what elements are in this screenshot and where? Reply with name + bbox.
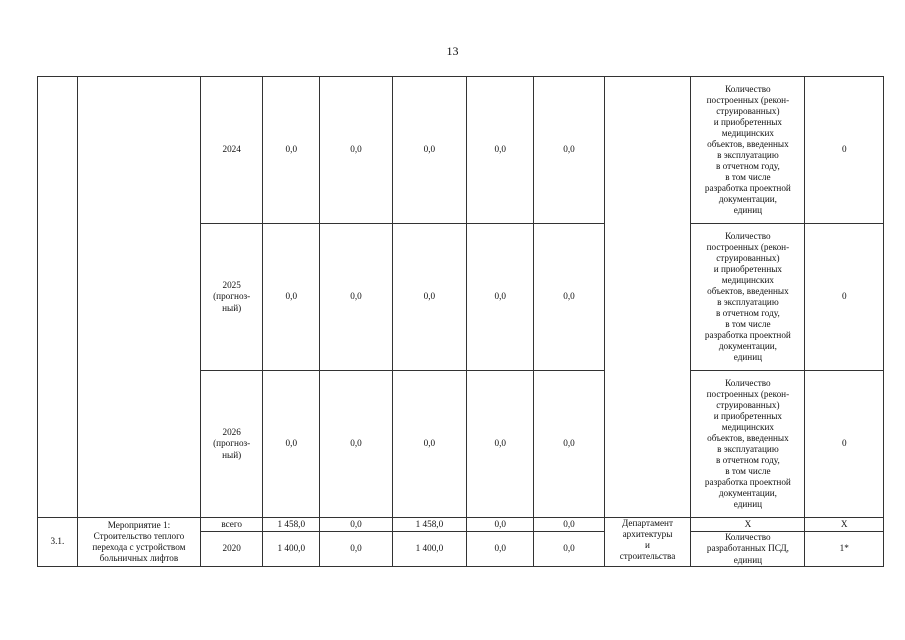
indicator-cell: Х — [691, 518, 805, 532]
value-cell: 0,0 — [534, 224, 604, 371]
executor-cell: Департамент архитектуры и строительства — [604, 518, 691, 567]
value-cell: 0,0 — [320, 371, 392, 518]
year-cell: всего — [201, 518, 263, 532]
value-cell: 0,0 — [392, 224, 466, 371]
indicator-cell: Количество построенных (рекон- струированных) и приобретенных медицинских объектов, введенных в эксплуатацию в отчетном году, в том числе разработка проектной документации, единиц — [691, 224, 805, 371]
target-cell: 0 — [805, 224, 884, 371]
indicator-cell: Количество разработанных ПСД, единиц — [691, 532, 805, 567]
year-cell: 2026 (прогноз- ный) — [201, 371, 263, 518]
value-cell: 0,0 — [392, 371, 466, 518]
value-cell: 0,0 — [534, 532, 604, 567]
empty-name-cell — [77, 77, 200, 518]
year-cell: 2024 — [201, 77, 263, 224]
value-cell: 1 400,0 — [263, 532, 320, 567]
value-cell: 0,0 — [467, 371, 534, 518]
indicator-cell: Количество построенных (рекон- струированных) и приобретенных медицинских объектов, введенных в эксплуатацию в отчетном году, в том числе разработка проектной документации, единиц — [691, 371, 805, 518]
value-cell: 0,0 — [467, 77, 534, 224]
value-cell: 0,0 — [392, 77, 466, 224]
value-cell: 0,0 — [320, 532, 392, 567]
value-cell: 1 458,0 — [263, 518, 320, 532]
value-cell: 1 458,0 — [392, 518, 466, 532]
table-row-2024 — [38, 77, 884, 224]
empty-executor-cell — [604, 77, 691, 518]
value-cell: 1 400,0 — [392, 532, 466, 567]
value-cell: 0,0 — [534, 518, 604, 532]
program-table — [37, 76, 884, 567]
value-cell: 0,0 — [263, 77, 320, 224]
value-cell: 0,0 — [320, 77, 392, 224]
year-cell: 2025 (прогноз- ный) — [201, 224, 263, 371]
target-cell: Х — [805, 518, 884, 532]
value-cell: 0,0 — [320, 224, 392, 371]
value-cell: 0,0 — [467, 518, 534, 532]
value-cell: 0,0 — [467, 224, 534, 371]
year-cell: 2020 — [201, 532, 263, 567]
event-number: 3.1. — [38, 518, 78, 567]
target-cell: 1* — [805, 532, 884, 567]
value-cell: 0,0 — [263, 371, 320, 518]
value-cell: 0,0 — [263, 224, 320, 371]
target-cell: 0 — [805, 371, 884, 518]
value-cell: 0,0 — [320, 518, 392, 532]
event-name: Мероприятие 1: Строительство теплого перехода с устройством больничных лифтов — [77, 518, 200, 567]
empty-num-cell — [38, 77, 78, 518]
value-cell: 0,0 — [467, 532, 534, 567]
value-cell: 0,0 — [534, 77, 604, 224]
target-cell: 0 — [805, 77, 884, 224]
page-number: 13 — [446, 44, 459, 58]
indicator-cell: Количество построенных (рекон- струированных) и приобретенных медицинских объектов, введенных в эксплуатацию в отчетном году, в том числе разработка проектной документации, единиц — [691, 77, 805, 224]
value-cell: 0,0 — [534, 371, 604, 518]
table-row-total — [38, 518, 884, 532]
